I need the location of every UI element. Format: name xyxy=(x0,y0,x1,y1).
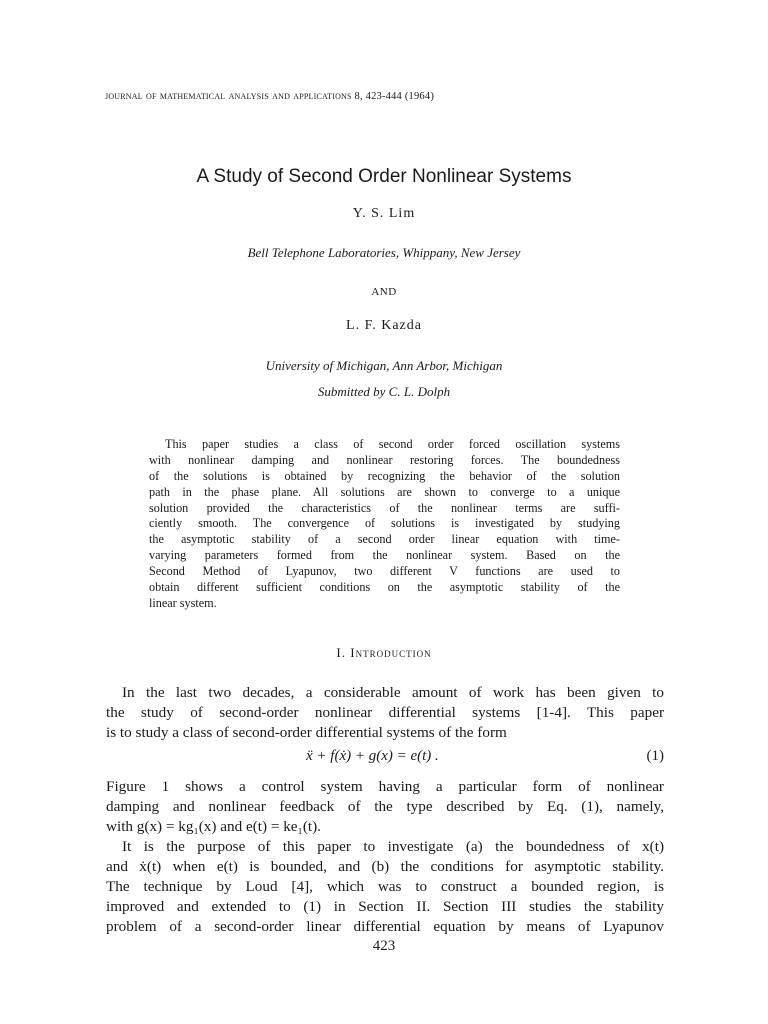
body-paragraphs xyxy=(106,778,664,938)
equation-1 xyxy=(106,748,664,768)
paper-title: A Study of Second Order Nonlinear Systems xyxy=(196,166,572,187)
author-2-affiliation: University of Michigan, Ann Arbor, Michigan xyxy=(265,358,503,373)
body-line: Figure 1 shows a control system having a particular form of nonlinear xyxy=(106,778,664,795)
author-2: L. F. Kazda xyxy=(346,318,422,333)
author-1-affiliation: Bell Telephone Laboratories, Whippany, New Jersey xyxy=(247,245,521,260)
abstract-line: linear system. xyxy=(149,595,217,610)
section-heading xyxy=(0,645,768,661)
body-line: the study of second-order nonlinear differential systems [1-4]. This paper xyxy=(106,704,664,721)
abstract-line: Second Method of Lyapunov, two different V functions are used to xyxy=(149,564,620,579)
abstract-line: the asymptotic stability of a second order linear equation with time- xyxy=(149,532,620,547)
abstract-line: ciently smooth. The convergence of solutions is investigated by studying xyxy=(149,516,620,531)
body-line: with g(x) = kg₁(x) and e(t) = ke₁(t). xyxy=(106,818,321,835)
abstract-line: solution provided the characteristics of the nonlinear terms are suffi- xyxy=(149,500,620,515)
intro-paragraph xyxy=(106,684,664,744)
abstract-line: of the solutions is obtained by recognizing the behavior of the solution xyxy=(149,468,620,483)
body-line: The technique by Loud [4], which was to construct a bounded region, is xyxy=(106,878,664,895)
body-line: It is the purpose of this paper to investigate (a) the boundedness of x(t) xyxy=(122,838,664,855)
journal-volume-pages: 8, 423-444 (1964) xyxy=(354,91,435,102)
body-line: In the last two decades, a considerable amount of work has been given to xyxy=(122,684,664,701)
body-line: problem of a second-order linear differential equation by means of Lyapunov xyxy=(106,918,664,935)
abstract-line: varying parameters formed from the nonlinear system. Based on the xyxy=(149,548,620,563)
abstract-line: path in the phase plane. All solutions are shown to converge to a unique xyxy=(149,484,620,499)
body-line: improved and extended to (1) in Section II. Section III studies the stability xyxy=(106,898,664,915)
abstract-line: obtain different sufficient conditions on the asymptotic stability of the xyxy=(149,580,620,595)
journal-header xyxy=(105,88,665,103)
body-line: is to study a class of second-order differential systems of the form xyxy=(106,724,507,741)
journal-name: journal of mathematical analysis and applications xyxy=(105,88,352,102)
abstract xyxy=(149,437,620,612)
section-heading-text: I. Introduction xyxy=(336,645,432,660)
author-conjunction: AND xyxy=(371,286,397,298)
abstract-line: with nonlinear damping and nonlinear restoring forces. The boundedness xyxy=(149,452,620,467)
equation-number: (1) xyxy=(646,748,664,764)
submitted-by: Submitted by C. L. Dolph xyxy=(317,384,451,399)
page-number: 423 xyxy=(372,938,396,954)
abstract-line: This paper studies a class of second order forced oscillation systems xyxy=(165,437,620,451)
body-line: damping and nonlinear feedback of the type described by Eq. (1), namely, xyxy=(106,798,664,815)
author-1: Y. S. Lim xyxy=(352,206,416,221)
body-line: and ẋ(t) when e(t) is bounded, and (b) the conditions for asymptotic stability. xyxy=(106,858,664,875)
equation-expression: ẍ + f(ẋ) + g(x) = e(t) . xyxy=(306,748,439,764)
